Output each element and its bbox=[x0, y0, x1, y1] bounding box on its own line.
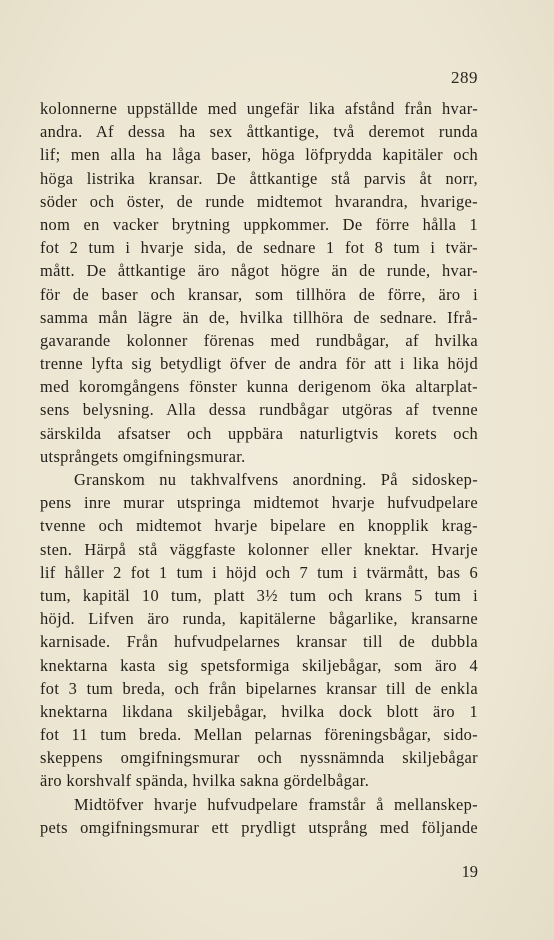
text-line: skeppens omgifningsmurar och nyssnämnda skiljebågar bbox=[40, 748, 478, 768]
text-line: pens inre murar utspringa midtemot hvarje hufvudpelare bbox=[40, 493, 478, 513]
text-line: karnisade. Från hufvudpelarnes kransar till de dubbla bbox=[40, 632, 478, 652]
text-line: nom en vacker brytning uppkommer. De förre hålla 1 bbox=[40, 214, 478, 234]
text-line: mått. De åttkantige äro något högre än de runde, hvar- bbox=[40, 261, 478, 281]
text-line: fot 11 tum breda. Mellan pelarnas föreningsbågar, sido- bbox=[40, 725, 478, 745]
signature-mark: 19 bbox=[461, 862, 478, 881]
text-line: trenne lyfta sig betydligt öfver de andra för att i lika höjd bbox=[40, 354, 478, 374]
text-line: andra. Af dessa ha sex åttkantige, två deremot runda bbox=[40, 122, 478, 142]
text-line: höjd. Lifven äro runda, kapitälerne bågarlike, kransarne bbox=[40, 609, 478, 629]
text-line: höga listrika kransar. De åttkantige stå parvis åt norr, bbox=[40, 168, 478, 188]
body-text bbox=[40, 97, 478, 839]
text-line: lif håller 2 fot 1 tum i höjd och 7 tum i tvärmått, bas 6 bbox=[40, 562, 478, 582]
text-line: fot 3 tum breda, och från bipelarnes kransar till de enkla bbox=[40, 678, 478, 698]
text-line: knektarna kasta sig spetsformiga skiljebågar, som äro 4 bbox=[40, 655, 478, 675]
text-line: söder och öster, de runde midtemot hvarandra, hvarige- bbox=[40, 191, 478, 211]
paragraph-start-line: Midtöfver hvarje hufvudpelare framstår å mellanskep- bbox=[74, 794, 478, 814]
text-line: för de baser och kransar, som tillhöra de förre, äro i bbox=[40, 284, 478, 304]
text-line: sens belysning. Alla dessa rundbågar utgöras af tvenne bbox=[40, 400, 478, 420]
paragraph-start-line: Granskom nu takhvalfvens anordning. På sidoskep- bbox=[74, 470, 478, 489]
text-line: kolonnerne uppställde med ungefär lika afstånd från hvar- bbox=[40, 99, 478, 118]
text-line: tum, kapitäl 10 tum, platt 3½ tum och krans 5 tum i bbox=[40, 585, 478, 605]
page-number: 289 bbox=[451, 68, 478, 87]
text-line: med koromgångens fönster kunna derigenom öka altarplat- bbox=[40, 377, 478, 397]
text-line: gavarande kolonner förenas med rundbågar, af hvilka bbox=[40, 330, 478, 350]
text-line: lif; men alla ha låga baser, höga löfprydda kapitäler och bbox=[40, 145, 478, 165]
paragraph-end-line: utsprångets omgifningsmurar. bbox=[40, 446, 246, 466]
text-line: särskilda afsatser och uppbära naturligtvis korets och bbox=[40, 423, 478, 443]
text-line: samma mån lägre än de, hvilka tillhöra de sednare. Ifrå- bbox=[40, 307, 478, 327]
text-line: tvenne och midtemot hvarje bipelare en knopplik krag- bbox=[40, 516, 478, 536]
text-line: knektarna likdana skiljebågar, hvilka dock blott äro 1 bbox=[40, 701, 478, 721]
paragraph-end-line: äro korshvalf spända, hvilka sakna gördelbågar. bbox=[40, 771, 370, 791]
text-line: sten. Härpå stå väggfaste kolonner eller knektar. Hvarje bbox=[40, 539, 478, 559]
text-line: fot 2 tum i hvarje sida, de sednare 1 fot 8 tum i tvär- bbox=[40, 238, 478, 258]
text-line: pets omgifningsmurar ett prydligt utsprång med följande bbox=[40, 817, 478, 837]
